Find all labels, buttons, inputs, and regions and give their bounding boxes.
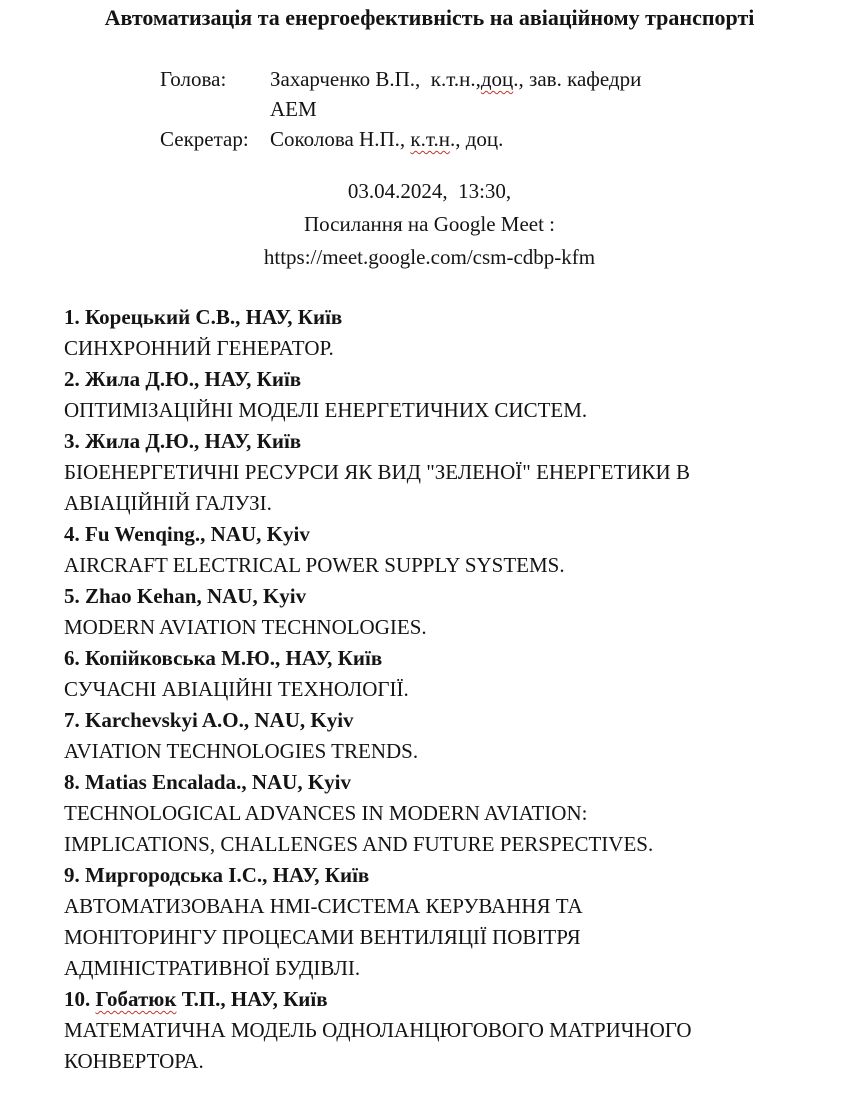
text-run: 9. Миргородська І.С., НАУ, Київ	[64, 863, 370, 887]
presentation-topic-line: БІОЕНЕРГЕТИЧНІ РЕСУРСИ ЯК ВИД "ЗЕЛЕНОЇ" ЕНЕРГЕТИКИ В	[64, 460, 690, 484]
misspelled-word: к.т.н	[410, 127, 450, 151]
official-value-line	[270, 94, 641, 124]
list-item	[64, 519, 834, 581]
presentation-topic-line: СУЧАСНІ АВІАЦІЙНІ ТЕХНОЛОГІЇ.	[64, 677, 409, 701]
list-item	[64, 364, 834, 426]
text-run: АЕМ	[270, 97, 317, 121]
presentation-topic-line: ОПТИМІЗАЦІЙНІ МОДЕЛІ ЕНЕРГЕТИЧНИХ СИСТЕМ.	[64, 398, 588, 422]
meeting-link-label: Посилання на Google Meet :	[303, 212, 556, 236]
misspelled-word: Гобатюк	[95, 987, 177, 1011]
presentation-author	[64, 581, 834, 612]
presentation-topic-line: MODERN AVIATION TECHNOLOGIES.	[64, 615, 427, 639]
official-value-line	[270, 124, 503, 154]
presentation-author	[64, 860, 834, 891]
presentation-topic-line: IMPLICATIONS, CHALLENGES AND FUTURE PERSPECTIVES.	[64, 832, 654, 856]
text-run: 1. Корецький С.В., НАУ, Київ	[64, 305, 343, 329]
text-run: ., доц.	[449, 127, 504, 151]
presentation-topic-line: МАТЕМАТИЧНА МОДЕЛЬ ОДНОЛАНЦЮГОВОГО МАТРИЧНОГО	[64, 1018, 692, 1042]
presentation-topic-line: AIRCRAFT ELECTRICAL POWER SUPPLY SYSTEMS.	[64, 553, 565, 577]
official-row	[160, 64, 641, 124]
meeting-link-url: https://meet.google.com/csm-cdbp-kfm	[263, 245, 596, 269]
presentation-topic-line: AVIATION TECHNOLOGIES TRENDS.	[64, 739, 419, 763]
text-run: 5. Zhao Kehan, NAU, Kyiv	[64, 584, 307, 608]
text-run: Захарченко В.П., к.т.н.,	[270, 67, 481, 91]
presentation-author	[64, 767, 834, 798]
list-item	[64, 643, 834, 705]
presentation-topic-line: АВІАЦІЙНІЙ ГАЛУЗІ.	[64, 491, 272, 515]
presentation-author	[64, 705, 834, 736]
official-role-label: Голова:	[160, 67, 227, 91]
text-run: 4. Fu Wenqing., NAU, Kyiv	[64, 522, 310, 546]
official-role-label: Секретар:	[160, 127, 249, 151]
text-run: 8. Matias Encalada., NAU, Kyiv	[64, 770, 352, 794]
official-value	[270, 64, 641, 124]
list-item	[64, 705, 834, 767]
official-value-line	[270, 64, 641, 94]
presentation-author	[64, 984, 834, 1015]
text-run: 7. Karchevskyi A.O., NAU, Kyiv	[64, 708, 354, 732]
text-run: Т.П., НАУ, Київ	[176, 987, 328, 1011]
presentation-author	[64, 364, 834, 395]
text-run: Соколова Н.П.,	[270, 127, 411, 151]
presentation-topic-line: КОНВЕРТОРА.	[64, 1049, 204, 1073]
presentation-topic-line: АДМІНІСТРАТИВНОЇ БУДІВЛІ.	[64, 956, 361, 980]
presentation-author	[64, 643, 834, 674]
text-run: 2. Жила Д.Ю., НАУ, Київ	[64, 367, 302, 391]
official-value	[270, 124, 503, 154]
list-item	[64, 581, 834, 643]
text-run: 6. Копійковська М.Ю., НАУ, Київ	[64, 646, 383, 670]
presentation-topic-line: МОНІТОРИНГУ ПРОЦЕСАМИ ВЕНТИЛЯЦІЇ ПОВІТРЯ	[64, 925, 581, 949]
list-item	[64, 860, 834, 984]
presentation-author	[64, 519, 834, 550]
list-item	[64, 984, 834, 1077]
text-run: 3. Жила Д.Ю., НАУ, Київ	[64, 429, 302, 453]
misspelled-word: доц	[480, 67, 514, 91]
presentation-topic-line: АВТОМАТИЗОВАНА HMI-СИСТЕМА КЕРУВАННЯ ТА	[64, 894, 583, 918]
presentation-author	[64, 426, 834, 457]
presentation-topic-line: TECHNOLOGICAL ADVANCES IN MODERN AVIATION:	[64, 801, 588, 825]
official-row	[160, 124, 641, 154]
meeting-datetime: 03.04.2024, 13:30,	[347, 179, 512, 203]
meeting-info	[0, 175, 859, 274]
officials-block	[160, 64, 641, 154]
text-run: ., зав. кафедри	[513, 67, 642, 91]
presentation-topic-line: СИНХРОННИЙ ГЕНЕРАТОР.	[64, 336, 334, 360]
presentations-list	[64, 302, 834, 1077]
text-run: 10.	[64, 987, 96, 1011]
list-item	[64, 426, 834, 519]
section-title: Автоматизація та енергоефективність на авіаційному транспорті	[104, 5, 755, 30]
list-item	[64, 302, 834, 364]
presentation-author	[64, 302, 834, 333]
list-item	[64, 767, 834, 860]
